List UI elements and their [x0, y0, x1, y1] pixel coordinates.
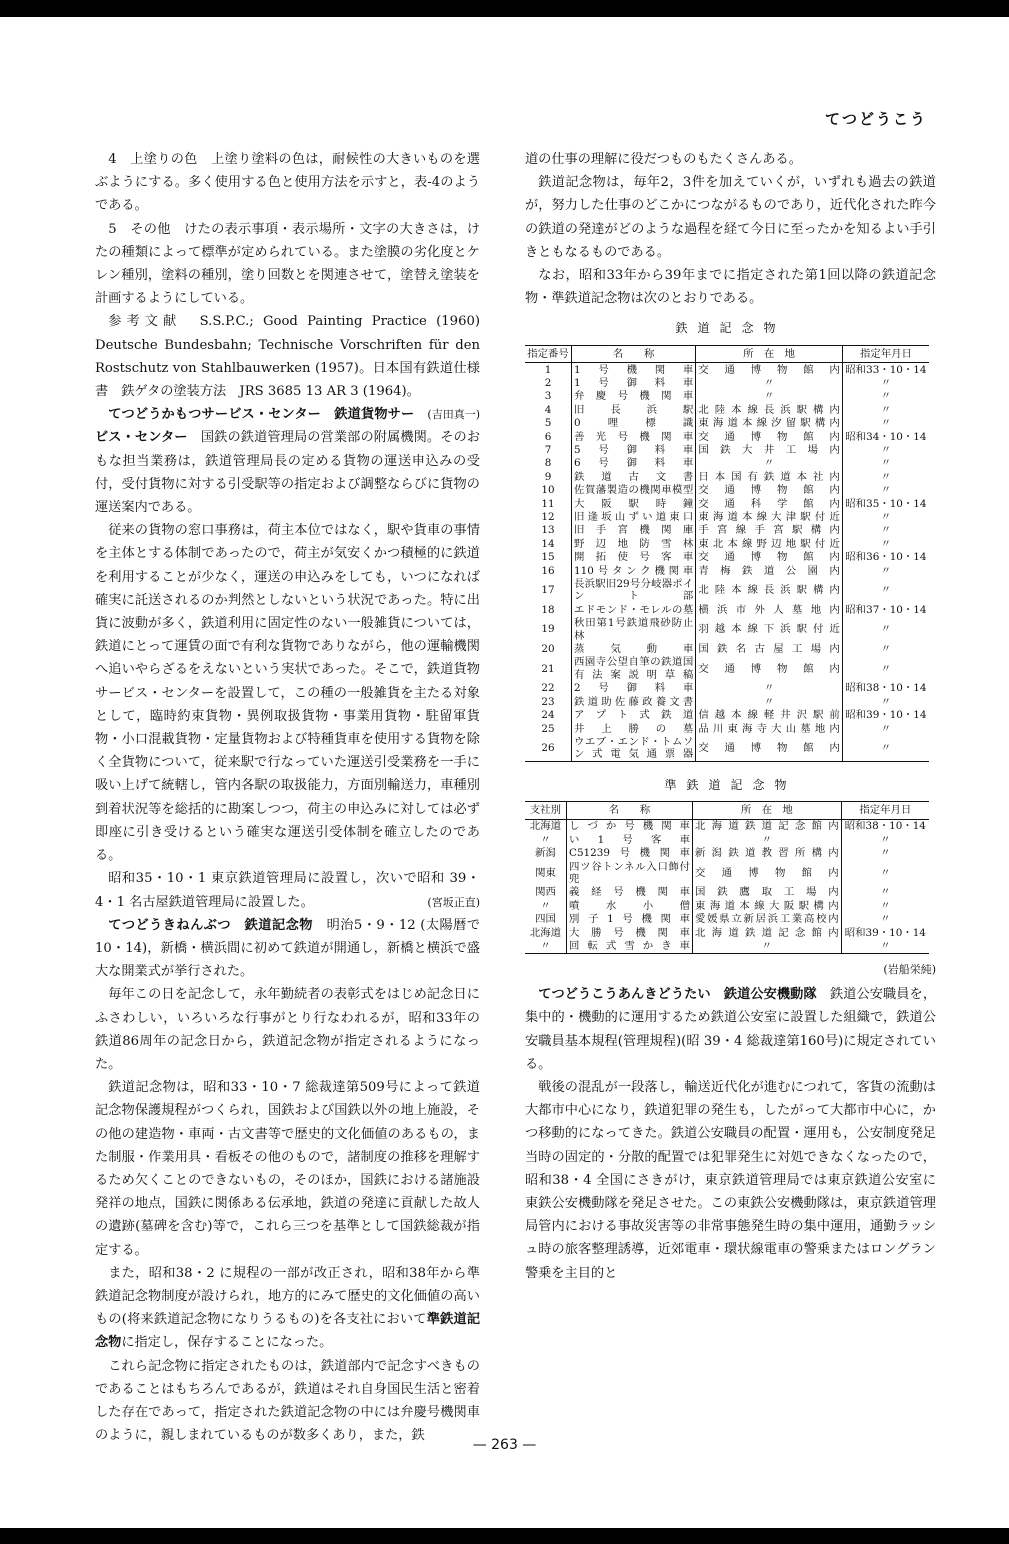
- table-cell: 旧手宮機関庫: [572, 524, 696, 537]
- table-cell: 日本国有鉄道本社内: [696, 470, 843, 483]
- table-cell: 昭和37・10・14: [845, 603, 927, 616]
- table-cell: 昭和35・10・14: [845, 497, 927, 510]
- entry-text: 国鉄の鉄道管理局の営業部の附属機関。そのおもな担当業務は，鉄道管理局長の定める貨物の運送申込みの受付，受付貨物に対する引受駅等の指定および調整ならびに貨物の運送案内である。: [95, 430, 481, 516]
- bold-term: 準鉄道記念物: [95, 1312, 481, 1351]
- table-row: [525, 376, 929, 389]
- table-cell: 12: [525, 511, 572, 524]
- table-cell: 1: [525, 363, 572, 377]
- table-cell: 四国: [525, 913, 567, 926]
- table-row: [525, 886, 929, 899]
- table-cell: 3: [525, 390, 572, 403]
- table-header-row: [525, 345, 929, 362]
- table-cell: 26: [525, 735, 572, 761]
- table-cell: 9: [525, 470, 572, 483]
- table-cell: 北陸本線長浜駅構内: [696, 403, 843, 416]
- table-cell: 〃: [880, 376, 892, 389]
- paragraph: 鉄道記念物は，昭和33・10・7 総裁達第509号によって鉄道記念物保護規程がつくられ，国鉄および国鉄以外の地上施設，その他の建造物・車両・古文書等で歴史的文化価値のあるもの，また制服・作業用具・看板その他のもので，諸制度の推移を理解するため欠くことのできないもの，そのほか，国鉄における諸施設発祥の地点，国鉄に関係ある伝承地，鉄道の発達に貢献した故人の遺跡(墓碑を含む)等で，これら三つを基準として国鉄総裁が指定する。: [95, 1080, 480, 1258]
- quasi-monuments-table: [525, 801, 929, 953]
- table-cell: 回転式雪かき車: [567, 939, 693, 953]
- right-column: [525, 148, 936, 1285]
- paragraph: 鉄道記念物は，毎年2，3件を加えていくが，いずれも過去の鉄道が，努力した仕事のどこかにつながるものであり，近代化された昨今の鉄道の発達がどのような過程を経て今日に至ったかを知るよい手引きともなるものである。: [525, 175, 936, 260]
- table-cell: 〃: [880, 457, 892, 470]
- table-cell: 〃: [880, 564, 892, 577]
- table-cell: 〃: [880, 484, 892, 497]
- table-cell: 2: [525, 376, 572, 389]
- table-row: [525, 617, 929, 643]
- paragraph: これら記念物に指定されたものは，鉄道部内で記念すべきものであることはもちろんであるが，鉄道はそれ自身国民生活と密着した存在であって，指定された鉄道記念物の中には弁慶号機関車のように，親しまれているものが数多くあり，また，鉄: [95, 1358, 480, 1444]
- table-caption: 鉄道記念物: [675, 321, 786, 336]
- paragraph: [95, 867, 480, 913]
- table-cell: 昭和33・10・14: [845, 363, 927, 376]
- table-cell: 野辺地防雪林: [572, 537, 696, 550]
- table-row: [525, 709, 929, 722]
- table-cell: 〃: [696, 695, 843, 708]
- table-cell: 交通博物館内: [693, 860, 842, 886]
- table-cell: 青梅鉄道公園内: [696, 564, 843, 577]
- table-row: [525, 819, 929, 833]
- column-header: 所 在 地: [693, 802, 842, 819]
- paragraph: 毎年この日を記念して，永年勤続者の表彰式をはじめ記念日にふさわしい，いろいろな行事がとり行なわれるが，昭和33年の鉄道86周年の記念日から，鉄道記念物が指定されるようになった。: [95, 987, 480, 1072]
- table-cell: 交通博物館内: [696, 430, 843, 443]
- reference-text: 参考文献 S.S.P.C.; Good Painting Practice (1960) Deutsche Bundesbahn; Technische Vorschriften für den Rostschutz von Stahlbauwerken (1957)。日本国有鉄道仕様書 鉄ゲタの塗装方法 JRS 3685 13 AR 3 (1964)。: [95, 314, 480, 400]
- table-row: [525, 537, 929, 550]
- table-cell: 東海道本線汐留駅構内: [696, 417, 843, 430]
- table-cell: 交通博物館内: [696, 735, 843, 761]
- table-row: [525, 524, 929, 537]
- table-cell: 〃: [880, 695, 892, 708]
- table-cell: 北海道: [525, 819, 567, 833]
- table-cell: 佐賀藩製造の機関車模型: [572, 484, 696, 497]
- table-cell: 5号御料車: [572, 443, 696, 456]
- table-cell: 14: [525, 537, 572, 550]
- table-row: [525, 390, 929, 403]
- table-cell: 〃: [841, 939, 929, 953]
- table-cell: C51239号機関車: [567, 847, 693, 860]
- table-cell: 交通博物館内: [696, 656, 843, 682]
- column-header: 支社別: [525, 802, 567, 819]
- table-cell: 昭和38・10・14: [845, 682, 927, 695]
- table-cell: 品川東海寺大山墓地内: [696, 722, 843, 735]
- column-header: 名 称: [567, 802, 693, 819]
- table-cell: 25: [525, 722, 572, 735]
- table-cell: 110号タンク機関車: [572, 564, 696, 577]
- table-cell: 旧逢坂山ずい道東口: [572, 511, 696, 524]
- table-cell: 鉄道古文書: [572, 470, 696, 483]
- table-cell: 4: [525, 403, 572, 416]
- paragraph: 道の仕事の理解に役だつものもたくさんある。: [525, 152, 802, 167]
- table-cell: い1号客車: [567, 833, 693, 846]
- table-cell: 鉄道助佐藤政養文書: [572, 695, 696, 708]
- table-cell: 新潟鉄道教習所構内: [693, 847, 842, 860]
- table-cell: 交通博物館内: [696, 484, 843, 497]
- table-cell: 〃: [880, 643, 892, 656]
- column-header: 指定年月日: [842, 345, 929, 362]
- column-header: 指定番号: [525, 345, 572, 362]
- entry-text: 明治5・9・12 (太陽暦で10・14)，新橋・横浜間に初めて鉄道が開通し，新橋と横浜で盛大な開業式が挙行された。: [95, 917, 481, 980]
- table-row: [525, 470, 929, 483]
- table-cell: 8: [525, 457, 572, 470]
- table-row: [525, 682, 929, 695]
- entry-text: 鉄道公安職員を，集中的・機動的に運用するため鉄道公安室に設置した組織で，鉄道公安職員基本規程(管理規程)(昭 39・4 総裁達第160号)に規定されている。: [525, 987, 937, 1072]
- author: (岩船栄純): [883, 962, 936, 976]
- table-cell: 愛媛県立新居浜工業高校内: [693, 913, 842, 926]
- table-cell: 〃: [880, 913, 891, 926]
- table-cell: 〃: [880, 623, 892, 636]
- table-row: [525, 443, 929, 456]
- table-cell: 22: [525, 682, 572, 695]
- table-row: [525, 847, 929, 860]
- entry-headword: てつどうかもつサービス・センター 鉄道貨物サービス・センター: [95, 407, 415, 446]
- table-cell: 交通科学館内: [696, 497, 843, 510]
- entry-paragraph: [95, 914, 480, 984]
- table-cell: 〃: [880, 847, 891, 860]
- table-row: [525, 603, 929, 616]
- table-row: [525, 643, 929, 656]
- table-cell: 新潟: [525, 847, 567, 860]
- table-cell: 〃: [525, 939, 567, 953]
- table-cell: 〃: [880, 443, 892, 456]
- table-cell: 善光号機関車: [572, 430, 696, 443]
- table-cell: 〃: [880, 511, 892, 523]
- table-cell: 四ツ谷トンネル入口飾付兜: [567, 860, 693, 886]
- table-row: [525, 656, 929, 682]
- table-cell: 〃: [880, 833, 891, 846]
- table-row: [525, 860, 929, 886]
- table-cell: 開拓使号客車: [572, 551, 696, 564]
- table-cell: 〃: [842, 735, 929, 761]
- table-cell: 〃: [693, 833, 842, 846]
- table-cell: 〃: [880, 866, 891, 879]
- table-cell: 蒸気動車: [572, 643, 696, 656]
- author: (宮坂正直): [427, 895, 480, 909]
- table-header-row: [525, 802, 929, 819]
- table-row: [525, 363, 929, 377]
- table-cell: 19: [525, 617, 572, 643]
- table-row: [525, 899, 929, 912]
- table-row: [525, 484, 929, 497]
- table-cell: エドモンド・モレルの墓: [572, 603, 696, 616]
- table-cell: 18: [525, 603, 572, 616]
- table-cell: 信越本線軽井沢駅前: [696, 709, 843, 722]
- table-cell: 横浜市外人墓地内: [696, 603, 843, 616]
- table-cell: 6: [525, 430, 572, 443]
- entry-text: に指定し，保存することになった。: [121, 1335, 333, 1351]
- references: [95, 310, 480, 422]
- running-header: てつどうこう: [824, 110, 927, 128]
- table-cell: 〃: [880, 537, 892, 550]
- table-caption: 準鉄道記念物: [664, 778, 797, 793]
- table-row: [525, 735, 929, 761]
- table-row: [525, 403, 929, 416]
- table-cell: 〃: [525, 833, 567, 846]
- table-cell: 昭和34・10・14: [845, 430, 927, 443]
- table-cell: 〃: [880, 390, 892, 403]
- table-cell: 24: [525, 709, 572, 722]
- paragraph: [95, 1262, 480, 1355]
- table-cell: 北海道鉄道記念館内: [693, 819, 842, 833]
- table-cell: 〃: [880, 899, 891, 912]
- paragraph: 従来の貨物の窓口事務は，荷主本位ではなく，駅や貨車の事情を主体とする体制であったので，荷主が気安くかつ積極的に鉄道を利用することが少なく，運送の申込みをしても，いつになれば確実に託送されるのか判然としないという状況であった。特に出貨に波動が多く，鉄道利用に固定性のない一般雑貨については，鉄道にとって運賃の面で有利な貨物でありながら，他の運輸機関へ追いやらざるをえないという実状であった。そこで，鉄道貨物サービス・センターを設置して，この種の一般雑貨を主たる対象として，臨時約束貨物・異例取扱貨物・事業用貨物・駐留軍貨物・小口混載貨物・定量貨物および特種貨車を使用する貨物を除く全貨物について，従来駅で行なっていた運送引受業務を一手に吸い上げて統轄し，管内各駅の取扱能力，方面別輸送力，車種別到着状況等を総括的に勘案しつつ，荷主の申込みに対しては必ず即座に引き受けるという確実な運送引受体制を確立したのである。: [95, 523, 480, 864]
- table-cell: 2号御料車: [572, 682, 696, 695]
- table-cell: 7: [525, 443, 572, 456]
- table-cell: 5: [525, 417, 572, 430]
- table-cell: 昭和39・10・14: [844, 926, 926, 939]
- table-row: [525, 551, 929, 564]
- table-cell: 関東: [525, 860, 567, 886]
- table-cell: 東北本線野辺地駅付近: [696, 537, 843, 550]
- table-row: [525, 695, 929, 708]
- table-row: [525, 497, 929, 510]
- table-cell: 大勝号機関車: [567, 926, 693, 939]
- table-row: [525, 430, 929, 443]
- page-number: — 263 —: [472, 1437, 537, 1453]
- table-cell: 別子1号機関車: [567, 913, 693, 926]
- entry-text: また，昭和38・2 に規程の一部が改正され，昭和38年から準鉄道記念物制度が設けられ，地方的にみて歴史的文化価値の高いもの(将来鉄道記念物になりうるもの)を各支社において: [95, 1265, 480, 1328]
- table-cell: 〃: [696, 682, 843, 695]
- paragraph: 4 上塗りの色 上塗り塗料の色は，耐候性の大きいものを選ぶようにする。多く使用する色と使用方法を示すと，表-4のようである。: [95, 152, 480, 214]
- table-cell: 〃: [696, 390, 843, 403]
- table-row: [525, 578, 929, 604]
- table-cell: 〃: [880, 662, 892, 675]
- table-cell: 〃: [880, 417, 892, 430]
- table-row: [525, 457, 929, 470]
- table-cell: 羽越本線下浜駅付近: [696, 617, 843, 643]
- table-cell: 23: [525, 695, 572, 708]
- table-cell: 〃: [880, 584, 892, 597]
- table-cell: しづか号機関車: [567, 819, 693, 833]
- entry-text: 昭和35・10・1 東京鉄道管理局に設置し，次いで昭和 39・4・1 名古屋鉄道管理局に設置した。: [95, 871, 480, 910]
- paragraph: 戦後の混乱が一段落し，輸送近代化が進むにつれて，客貨の流動は大都市中心になり，鉄道犯罪の発生も，したがって大都市中心に，かつ移動的になってきた。鉄道公安職員の配置・運用も，公安制度発足当時の固定的・分散的配置では犯罪発生に対処できなくなったので，昭和38・4 全国にさきがけ，東京鉄道管理局では東京鉄道公安室に東鉄公安機動隊を発足させた。この東鉄公安機動隊は，東京鉄道管理局管内における事故災害等の非常事態発生時の集中運用，通勤ラッシュ時の旅客整理誘導，近郊電車・環状線電車の警乗またはロングラン警乗を主目的と: [525, 1079, 936, 1281]
- table-cell: 関西: [525, 886, 567, 899]
- table-cell: ウエブ・エンド・トムソン式電気通票器: [572, 735, 696, 761]
- table-row: [525, 417, 929, 430]
- table-cell: 昭和39・10・14: [845, 709, 927, 722]
- table-cell: 〃: [693, 939, 842, 953]
- paragraph: 5 その他 けたの表示事項・表示場所・文字の大きさは，けたの種類によって標準が定められている。また塗膜の劣化度とケレン種別，塗料の種別，塗り回数とを関連させて，塗替え塗装を計画するようにしている。: [95, 221, 480, 307]
- table-cell: 北陸本線長浜駅構内: [696, 578, 843, 604]
- column-header: 所 在 地: [696, 345, 843, 362]
- table-cell: 10: [525, 484, 572, 497]
- column-header: 名 称: [572, 345, 696, 362]
- table-cell: 交通博物館内: [696, 363, 843, 377]
- table-cell: 昭和38・10・14: [844, 820, 926, 833]
- table-cell: 〃: [696, 457, 843, 470]
- table-cell: 長浜駅旧29号分岐器ポイント部: [572, 578, 696, 604]
- table-cell: 噴水小僧: [567, 899, 693, 912]
- table-cell: 〃: [880, 524, 892, 537]
- table-cell: 大阪駅時鐘: [572, 497, 696, 510]
- table-cell: 弁慶号機関車: [572, 390, 696, 403]
- table-cell: 11: [525, 497, 572, 510]
- table-cell: 北海道: [525, 926, 567, 939]
- table-row: [525, 722, 929, 735]
- table-cell: 17: [525, 578, 572, 604]
- table-cell: 1号御料車: [572, 376, 696, 389]
- table-cell: 1号機関車: [572, 363, 696, 377]
- table-cell: 義経号機関車: [567, 886, 693, 899]
- table-row: [525, 564, 929, 577]
- table-cell: 国鉄大井工場内: [696, 443, 843, 456]
- table-cell: 旧長浜駅: [572, 403, 696, 416]
- table-cell: 6号御料車: [572, 457, 696, 470]
- bottom-border: [0, 1528, 1009, 1544]
- table-cell: 〃: [880, 403, 892, 416]
- entry-headword: てつどうこうあんきどうたい 鉄道公安機動隊: [538, 987, 817, 1003]
- column-header: 指定年月日: [841, 802, 929, 819]
- table-cell: 〃: [880, 470, 892, 483]
- table-cell: 西園寺公望自筆の鉄道国有法案説明草稿: [572, 656, 696, 682]
- table-cell: 13: [525, 524, 572, 537]
- table-row: [525, 913, 929, 926]
- table-cell: 21: [525, 656, 572, 682]
- entry-headword: てつどうきねんぶつ 鉄道記念物: [108, 917, 313, 933]
- table-cell: 国鉄名古屋工場内: [696, 643, 843, 656]
- table-cell: 〃: [880, 886, 891, 899]
- entry-paragraph: [525, 983, 936, 1076]
- table-cell: 20: [525, 643, 572, 656]
- table-cell: 昭和36・10・14: [845, 551, 927, 564]
- table-cell: 井上勝の墓: [572, 722, 696, 735]
- table-cell: 〃: [525, 899, 567, 912]
- top-border: [0, 0, 1009, 17]
- table-cell: アプト式鉄道: [572, 709, 696, 722]
- table-cell: 秋田第1号鉄道飛砂防止林: [572, 617, 696, 643]
- table-cell: 〃: [696, 376, 843, 389]
- table-cell: 15: [525, 551, 572, 564]
- table-cell: 東海道本線大阪駅構内: [693, 899, 842, 912]
- author: (吉田真一): [427, 408, 480, 422]
- table-cell: 国鉄鷹取工場内: [693, 886, 842, 899]
- table-cell: 北海道鉄道記念館内: [693, 926, 842, 939]
- left-column: [95, 148, 480, 1447]
- paragraph: なお，昭和33年から39年までに指定された第1回以降の鉄道記念物・準鉄道記念物は次のとおりである。: [525, 268, 936, 307]
- table-cell: 16: [525, 564, 572, 577]
- table-cell: 東海道本線大津駅付近: [696, 511, 843, 524]
- table-cell: 0哩標識: [572, 417, 696, 430]
- table-cell: 交通博物館内: [696, 551, 843, 564]
- table-row: [525, 939, 929, 953]
- table-row: [525, 511, 929, 524]
- table-row: [525, 926, 929, 939]
- table-cell: 〃: [880, 722, 892, 735]
- railway-monuments-table: [525, 345, 929, 763]
- table-row: [525, 833, 929, 846]
- table-cell: 手宮線手宮駅構内: [696, 524, 843, 537]
